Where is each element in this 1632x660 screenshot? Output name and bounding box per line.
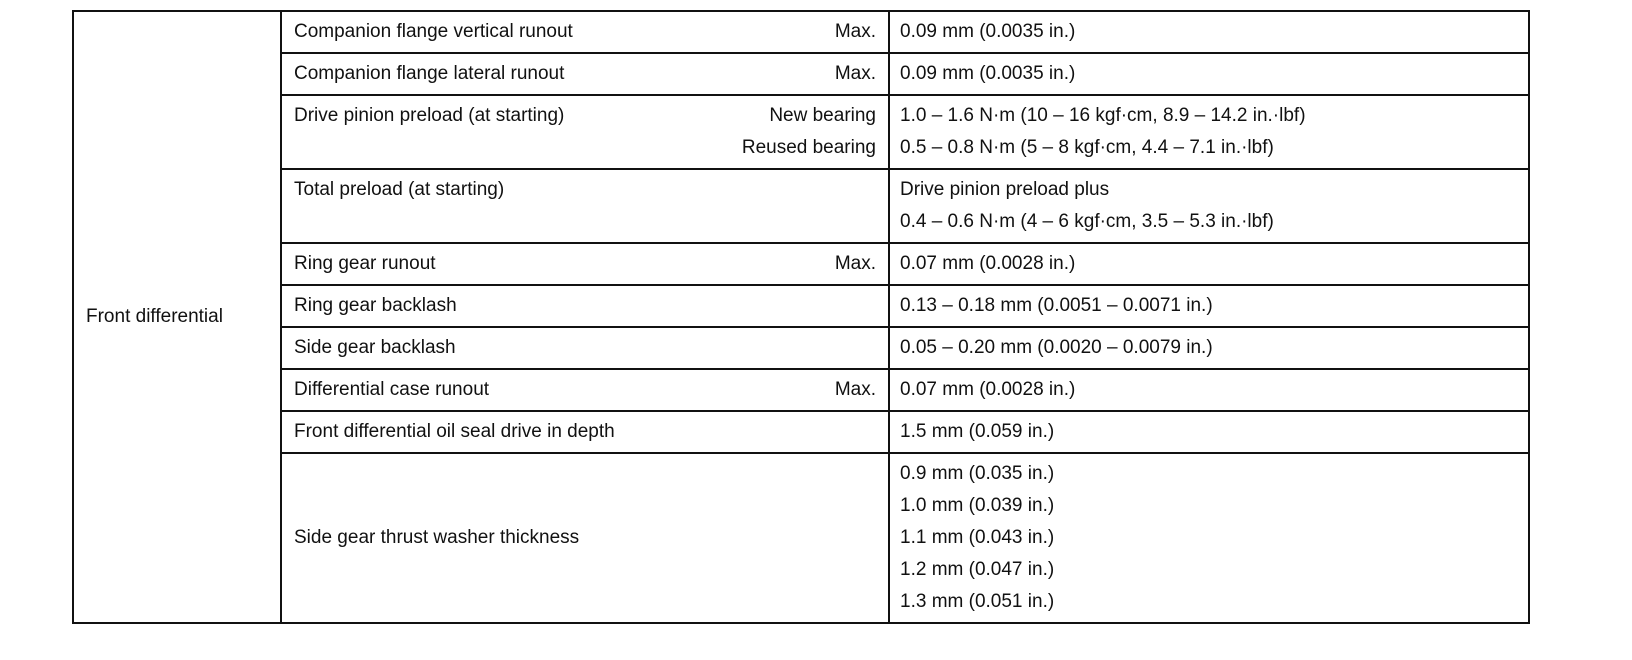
group-cell [73,11,281,623]
item-cell [281,453,889,623]
item-cell [281,285,889,327]
value-cell [889,327,1529,369]
spec-value: 0.4 – 0.6 N·m (4 – 6 kgf·cm, 3.5 – 5.3 in.·lbf) [900,211,1274,232]
value-cell [889,243,1529,285]
table-row [73,285,1529,327]
item-qualifier: Max. [834,63,876,84]
spec-value: 0.07 mm (0.0028 in.) [900,253,1076,274]
group-label: Front differential [86,306,223,327]
item-label: Total preload (at starting) [294,179,505,200]
table-row [73,243,1529,285]
item-qualifier: Max. [834,253,876,274]
item-label: Side gear backlash [294,337,456,358]
spec-value: 0.05 – 0.20 mm (0.0020 – 0.0079 in.) [900,337,1213,358]
item-qualifier: Max. [834,379,876,400]
item-label: Ring gear runout [294,253,436,274]
spec-value: 0.07 mm (0.0028 in.) [900,379,1076,400]
item-qualifier: Max. [834,21,876,42]
spec-value: 0.13 – 0.18 mm (0.0051 – 0.0071 in.) [900,295,1213,316]
table-row [73,95,1529,169]
item-qualifier: Reused bearing [741,137,876,158]
spec-value: 0.9 mm (0.035 in.) [900,463,1055,484]
item-label: Drive pinion preload (at starting) [294,105,565,126]
value-cell [889,453,1529,623]
spec-value: 0.09 mm (0.0035 in.) [900,63,1076,84]
item-cell [281,53,889,95]
table-row [73,327,1529,369]
item-cell [281,11,889,53]
table-row [73,369,1529,411]
value-cell [889,53,1529,95]
item-qualifier: New bearing [769,105,876,126]
value-cell [889,411,1529,453]
spec-value: 1.2 mm (0.047 in.) [900,559,1055,580]
item-label: Ring gear backlash [294,295,457,316]
item-label: Companion flange lateral runout [294,63,565,84]
spec-value: 0.5 – 0.8 N·m (5 – 8 kgf·cm, 4.4 – 7.1 in.·lbf) [900,137,1274,158]
spec-value: 1.0 – 1.6 N·m (10 – 16 kgf·cm, 8.9 – 14.2 in.·lbf) [900,105,1306,126]
table-row [73,453,1529,623]
table-row [73,11,1529,53]
table-row [73,53,1529,95]
item-cell [281,95,889,169]
item-cell [281,169,889,243]
item-cell [281,327,889,369]
value-cell [889,95,1529,169]
item-label: Differential case runout [294,379,490,400]
spec-value: 1.0 mm (0.039 in.) [900,495,1055,516]
spec-value: 1.1 mm (0.043 in.) [900,527,1055,548]
spec-value: 1.5 mm (0.059 in.) [900,421,1055,442]
value-cell [889,369,1529,411]
item-cell [281,369,889,411]
table-row [73,169,1529,243]
item-label: Companion flange vertical runout [294,21,573,42]
item-cell [281,243,889,285]
value-cell [889,11,1529,53]
item-label: Front differential oil seal drive in depth [294,421,615,442]
value-cell [889,285,1529,327]
spec-table [72,10,1530,624]
item-cell [281,411,889,453]
value-cell [889,169,1529,243]
spec-value: 1.3 mm (0.051 in.) [900,591,1055,612]
qualifier-stack [742,100,876,164]
table-row [73,411,1529,453]
spec-value: Drive pinion preload plus [900,179,1110,200]
spec-value: 0.09 mm (0.0035 in.) [900,21,1076,42]
item-label: Side gear thrust washer thickness [294,527,580,548]
